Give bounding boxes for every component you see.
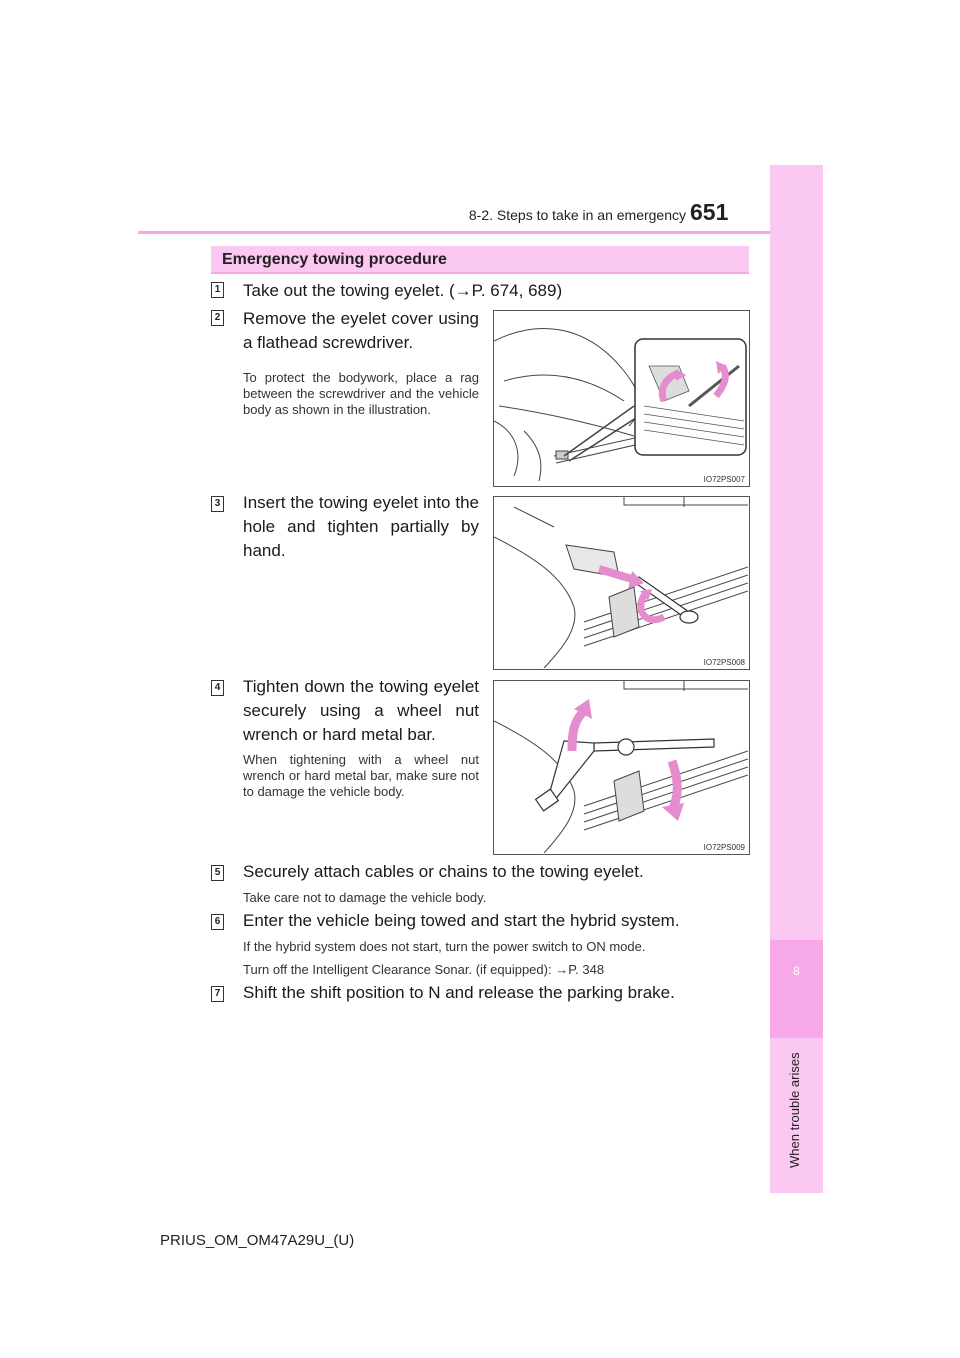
step-7-text: Shift the shift position to N and release the parking brake. — [243, 983, 675, 1002]
step-3-text: Insert the towing eyelet into the hole and tighten partially by hand. — [243, 493, 479, 560]
eyelet-insert-illustration — [494, 497, 748, 668]
section-heading — [211, 246, 749, 274]
chapter-title-text: When trouble arises — [787, 1052, 802, 1168]
page-number: 651 — [690, 199, 729, 225]
figure-code-2: IO72PS008 — [703, 658, 745, 667]
figure-code-3: IO72PS009 — [703, 843, 745, 852]
chapter-title — [785, 1000, 809, 1170]
step-5-note: Take care not to damage the vehicle body. — [243, 890, 487, 905]
step-2-note: To protect the bodywork, place a rag between the screwdriver and the vehicle body as shown in the illustration. — [243, 370, 479, 417]
car-front-cover-illustration — [494, 311, 748, 485]
step-badge-5: 5 — [211, 865, 224, 881]
header-rule — [138, 231, 822, 234]
step-6-text: Enter the vehicle being towed and start the hybrid system. — [243, 911, 680, 930]
step-2-text: Remove the eyelet cover using a flathead screwdriver. — [243, 309, 479, 352]
figure-tighten-eyelet — [493, 680, 750, 855]
step-6-note: If the hybrid system does not start, turn the power switch to ON mode. — [243, 939, 646, 954]
step-6-note-2: Turn off the Intelligent Clearance Sonar. (if equipped): →P. 348 — [243, 962, 605, 977]
step-4-note: When tightening with a wheel nut wrench or hard metal bar, make sure not to damage the vehicle body. — [243, 752, 479, 799]
figure-remove-eyelet-cover — [493, 310, 750, 487]
step-badge-3: 3 — [211, 496, 224, 512]
step-badge-4: 4 — [211, 680, 224, 696]
step-5-text: Securely attach cables or chains to the towing eyelet. — [243, 862, 644, 881]
figure-insert-eyelet — [493, 496, 750, 670]
chapter-number: 8 — [793, 964, 800, 978]
step-1-text: Take out the towing eyelet. (→P. 674, 689) — [243, 281, 563, 300]
document-footer: PRIUS_OM_OM47A29U_(U) — [160, 1232, 355, 1249]
step-4-text: Tighten down the towing eyelet securely using a wheel nut wrench or hard metal bar. — [243, 677, 479, 744]
step-badge-7: 7 — [211, 986, 224, 1002]
step-badge-2: 2 — [211, 310, 224, 326]
section-title: Emergency towing procedure — [222, 251, 447, 268]
figure-code-1: IO72PS007 — [703, 475, 745, 484]
section-header: 8-2. Steps to take in an emergency — [468, 207, 686, 223]
eyelet-tighten-illustration — [494, 681, 748, 853]
step-badge-1: 1 — [211, 282, 224, 298]
step-badge-6: 6 — [211, 914, 224, 930]
